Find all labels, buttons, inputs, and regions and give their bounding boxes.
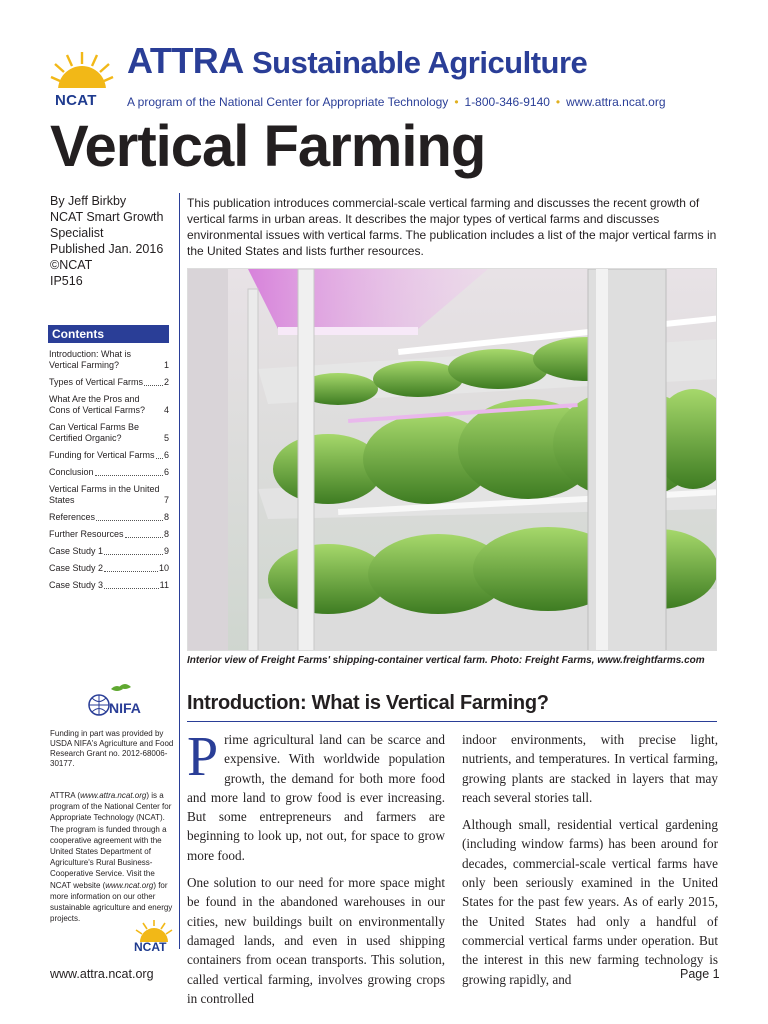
vertical-farm-photo xyxy=(187,268,717,651)
footer-page-number: Page 1 xyxy=(680,967,720,981)
photo-caption: Interior view of Freight Farms' shipping-container vertical farm. Photo: Freight Farms, www.freightfarms.com xyxy=(187,655,705,666)
funding-note: Funding in part was provided by USDA NIFA's Agriculture and Food Research Grant no. 2012-68006-30177. xyxy=(50,729,174,768)
toc-item[interactable] xyxy=(49,563,169,574)
byline xyxy=(50,193,180,289)
bullet-icon: • xyxy=(555,95,561,109)
toc-leader xyxy=(104,554,163,555)
toc-leader xyxy=(95,475,163,476)
toc-item-page: 8 xyxy=(163,512,169,522)
attra-url-link[interactable]: www.attra.ncat.org xyxy=(80,791,147,800)
byline-author: By Jeff Birkby xyxy=(50,194,127,208)
drop-cap: P xyxy=(187,726,219,788)
toc-item-label: Vertical Farms in the United States xyxy=(49,484,160,505)
attra-note-prefix: ATTRA ( xyxy=(50,791,81,800)
toc-item-label: Further Resources xyxy=(49,529,124,539)
body-paragraph-4: Although small, residential vertical gardening (including window farms) has been around for decades, commercial-scale vertical farms have only been seriously examined in the United States for the past few years. As of early 2015, the United States had only a handful of commercial vertical farms under operation. But the interest in this new farming technology is growing rapidly, and xyxy=(462,817,718,987)
body-paragraph-3: indoor environments, with precise light, nutrients, and temperatures. In vertical farming, growing plants are stacked in layers that may reach several stories tall. xyxy=(462,732,718,805)
brand-main: ATTRA xyxy=(127,40,243,81)
brand-title xyxy=(127,40,587,82)
toc-item-page: 6 xyxy=(163,467,169,477)
toc-leader xyxy=(144,385,163,386)
column-divider xyxy=(179,193,180,949)
toc-item[interactable] xyxy=(49,377,169,388)
byline-copyright: ©NCAT xyxy=(50,258,93,272)
byline-published: Published Jan. 2016 xyxy=(50,242,164,256)
tagline xyxy=(127,95,666,109)
toc-item-label: Types of Vertical Farms xyxy=(49,377,144,387)
toc-item[interactable] xyxy=(49,394,169,416)
bullet-icon: • xyxy=(454,95,459,109)
body-column-1 xyxy=(187,726,445,1016)
toc-item-page: 2 xyxy=(163,377,169,387)
toc-item-label: Conclusion xyxy=(49,467,94,477)
toc-item[interactable] xyxy=(49,512,169,523)
ncat-url-link[interactable]: www.ncat.org xyxy=(105,880,154,890)
toc-leader xyxy=(125,537,163,538)
tagline-program: A program of the National Center for Appropriate Technology xyxy=(127,95,449,109)
attra-note xyxy=(50,790,178,924)
footer-url[interactable]: www.attra.ncat.org xyxy=(50,967,154,981)
brand-rest: Sustainable Agriculture xyxy=(251,45,588,80)
tagline-phone: 1-800-346-9140 xyxy=(464,95,550,109)
photo-illustration xyxy=(188,269,717,651)
toc-item[interactable] xyxy=(49,580,169,591)
toc-leader xyxy=(156,458,163,459)
toc-item-label: Case Study 3 xyxy=(49,580,104,590)
toc-item[interactable] xyxy=(49,529,169,540)
toc-item-label: Introduction: What is Vertical Farming? xyxy=(49,349,132,370)
body-column-2 xyxy=(462,730,718,997)
attra-note-suffix: ) for more information on our other sustainable agriculture and energy projects. xyxy=(50,880,173,924)
toc-item-page: 11 xyxy=(159,580,169,590)
toc-item[interactable] xyxy=(49,467,169,478)
toc-item[interactable] xyxy=(49,349,169,371)
toc-item[interactable] xyxy=(49,422,169,444)
body-paragraph-2: One solution to our need for more space might be found in the abandoned warehouses in our cities, new buildings built on environmentally damaged lands, and even in used shipping containers from ocean transports. This solution, called vertical farming, involves growing crops in controlled xyxy=(187,875,445,1006)
toc-item-label: Funding for Vertical Farms xyxy=(49,450,155,460)
intro-paragraph: This publication introduces commercial-scale vertical farming and discusses the recent growth of vertical farms in urban areas. It describes the major types of vertical farms and discusses environmental issues with vertical farms. The publication includes a list of the major vertical farms in the United States and lists further resources. xyxy=(187,196,717,258)
section-rule xyxy=(187,721,717,722)
body-paragraph-1 xyxy=(187,726,445,865)
toc-item-page: 10 xyxy=(158,563,169,573)
toc-item-page: 5 xyxy=(163,433,169,443)
toc-leader xyxy=(96,520,163,521)
toc-item[interactable] xyxy=(49,546,169,557)
toc-item-label: What Are the Pros and Cons of Vertical Farms? xyxy=(49,394,146,415)
contents-heading: Contents xyxy=(48,325,169,343)
nifa-logo xyxy=(85,683,141,723)
toc-leader xyxy=(104,571,158,572)
ncat-logo-text-small: NCAT xyxy=(134,940,167,954)
toc-item-page: 9 xyxy=(163,546,169,556)
byline-role1: NCAT Smart Growth xyxy=(50,210,164,224)
attra-note-body: ) is a program of the National Center for Appropriate Technology (NCAT). The program is funded through a cooperative agreement with the United States Department of Agriculture's Rural Business-Cooperative Service. Visit the NCAT website ( xyxy=(50,791,172,890)
ncat-logo-text: NCAT xyxy=(55,92,97,109)
toc-item-label: Case Study 2 xyxy=(49,563,104,573)
toc-item-label: Case Study 1 xyxy=(49,546,104,556)
toc-item-page: 7 xyxy=(163,495,169,505)
byline-role2: Specialist xyxy=(50,226,104,240)
toc-leader xyxy=(104,588,159,589)
section-heading: Introduction: What is Vertical Farming? xyxy=(187,692,549,714)
toc-item-page: 1 xyxy=(163,360,169,370)
toc-item-label: References xyxy=(49,512,96,522)
toc-item-page: 8 xyxy=(163,529,169,539)
toc-item-label: Can Vertical Farms Be Certified Organic? xyxy=(49,422,140,443)
tagline-url[interactable]: www.attra.ncat.org xyxy=(566,95,666,109)
toc-item-page: 6 xyxy=(163,450,169,460)
body-paragraph-1-text: rime agricultural land can be scarce and expensive. With worldwide population growth, the demand for both more food and more land to grow food is ever increasing. But some entrepreneurs and farmers are beginning to look up, not out, for space to grow more food. xyxy=(187,732,445,863)
toc-item[interactable] xyxy=(49,450,169,461)
table-of-contents xyxy=(49,349,169,597)
byline-id: IP516 xyxy=(50,274,83,288)
page-title: Vertical Farming xyxy=(50,114,486,179)
toc-item[interactable] xyxy=(49,484,169,506)
toc-item-page: 4 xyxy=(163,405,169,415)
nifa-logo-text: NIFA xyxy=(109,700,141,716)
